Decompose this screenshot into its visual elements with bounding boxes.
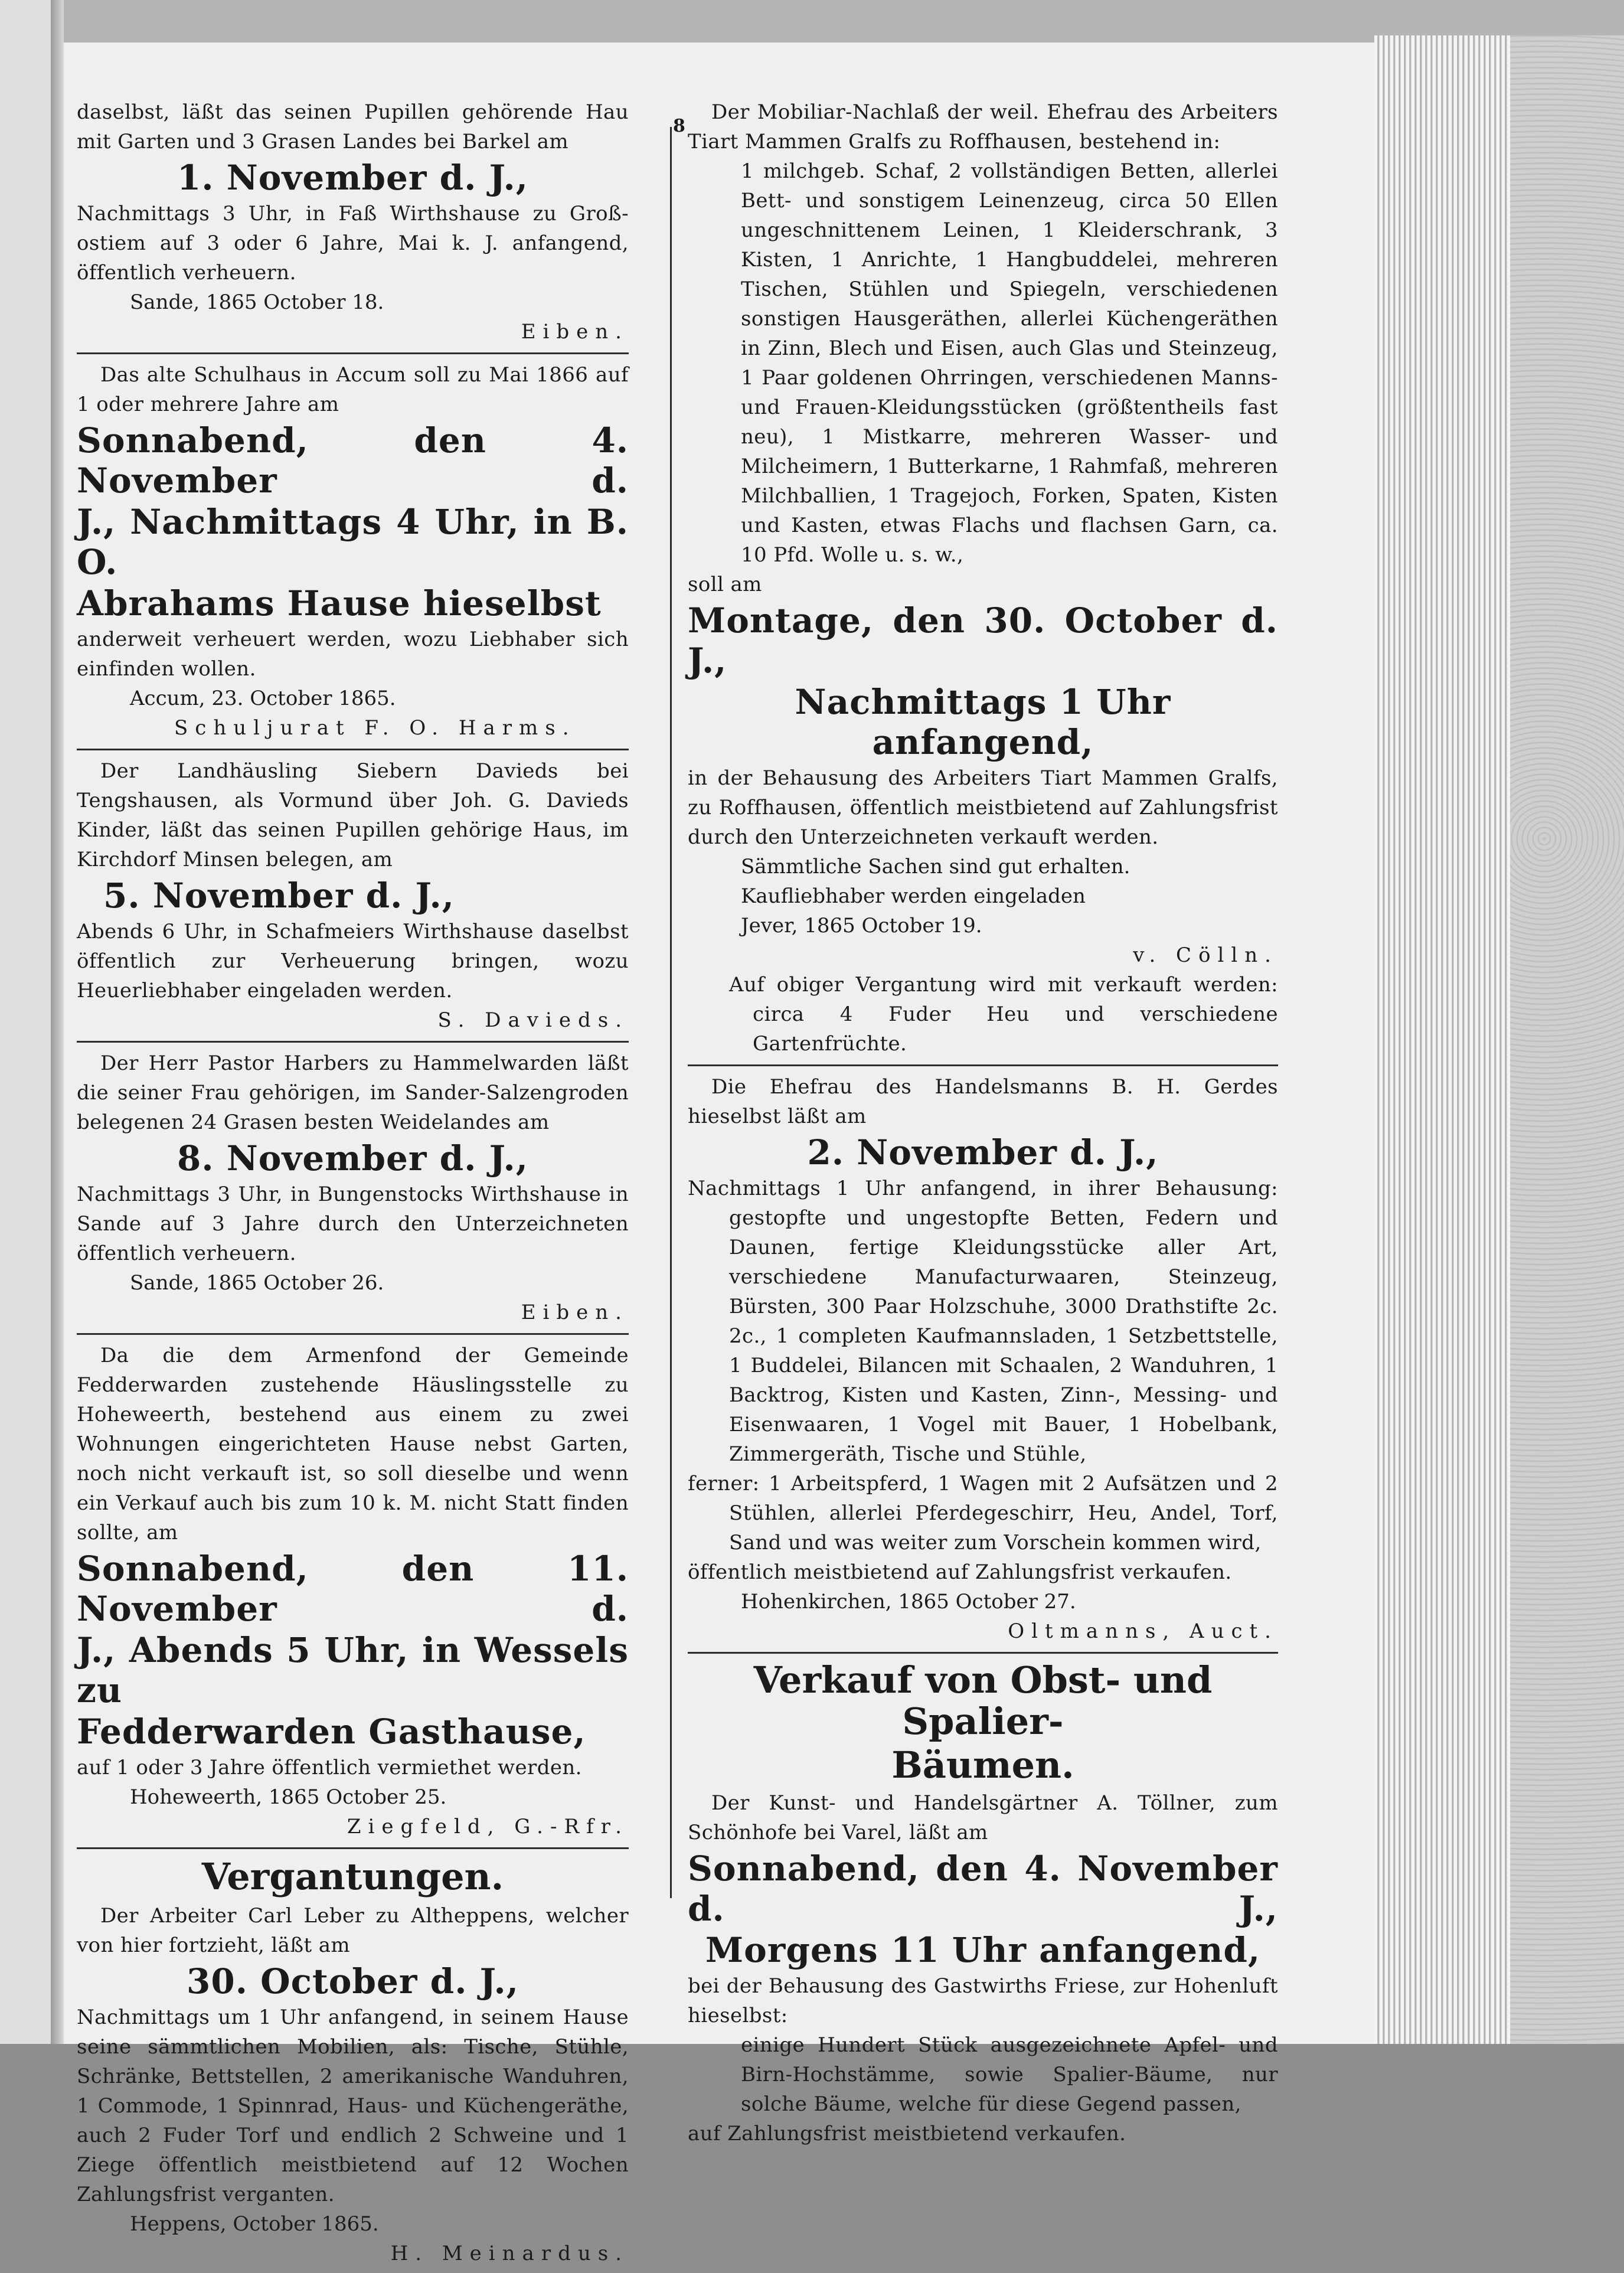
notice-text: Der Herr Pastor Harbers zu Hammelwarden läßt die seiner Frau gehörigen, im Sander-Salzengroden belegenen 24 Grasen besten Weidelandes am xyxy=(77,1051,629,1134)
notice-signature: v. Cölln. xyxy=(1133,943,1278,967)
notice-text: Nachmittags 3 Uhr, in Faß Wirthshause zu Groß-ostiem auf 3 oder 6 Jahre, Mai k. J. anfangend, öffentlich verheuern. xyxy=(77,202,629,285)
notice-gralfs-estate xyxy=(688,97,1278,1059)
notice-heading: Bäumen. xyxy=(891,1743,1074,1787)
notice-date: Sonnabend, den 4. November d. xyxy=(77,420,629,501)
notice-harbers xyxy=(77,1049,629,1327)
notice-text: Das alte Schulhaus in Accum soll zu Mai 1866 auf 1 oder mehrere Jahre am xyxy=(77,363,629,416)
notice-leber xyxy=(77,1901,629,2268)
page-mark: 8 xyxy=(673,116,685,136)
notice-text: Kaufliebhaber werden eingeladen xyxy=(741,884,1086,908)
notice-date: J., Nachmittags 4 Uhr, in B. O. xyxy=(77,502,629,582)
notice-date: 8. November d. J., xyxy=(177,1138,528,1178)
notice-text: daselbst, läßt das seinen Pupillen gehörende Hau mit Garten und 3 Grasen Landes bei Barkel am xyxy=(77,100,629,154)
notice-place-date: Sande, 1865 October 26. xyxy=(130,1271,384,1295)
notice-text: Sämmtliche Sachen sind gut erhalten. xyxy=(741,855,1130,878)
notice-date: Sonnabend, den 11. November d. xyxy=(77,1549,629,1629)
notice-date: J., Abends 5 Uhr, in Wessels zu xyxy=(77,1630,629,1710)
notice-text: Abends 6 Uhr, in Schafmeiers Wirthshause daselbst öffentlich zur Verheuerung bringen, wozu Heuerliebhaber eingeladen werden. xyxy=(77,920,629,1002)
notice-signature: H. Meinardus. xyxy=(390,2242,629,2265)
notice-accum-schoolhouse xyxy=(77,360,629,743)
notice-addendum: Auf obiger Vergantung wird mit verkauft werden: circa 4 Fuder Heu und verschiedene Gartenfrüchte. xyxy=(729,973,1278,1056)
left-column xyxy=(77,97,629,2273)
notice-text: anderweit verheuert werden, wozu Liebhaber sich einfinden wollen. xyxy=(77,628,629,681)
notice-text: bei der Behausung des Gastwirths Friese, zur Hohenluft hieselbst: xyxy=(688,1974,1278,2027)
notice-signature: Oltmanns, Auct. xyxy=(1008,1619,1278,1643)
notice-item-list: 1 milchgeb. Schaf, 2 vollständigen Betten, allerlei Bett- und sonstigem Leinenzeug, circa 50 Ellen ungeschnittenem Leinen, 1 Kleiderschrank, 3 Kisten, 1 Anrichte, 1 Hangbuddelei, mehreren Tischen, Stühlen und Spiegeln, verschiedenen sonstigen Hausgeräthen, allerlei Küchengeräthen in Zinn, Blech und Eisen, auch Glas und Steinzeug, 1 Paar goldenen Ohrringen, verschiedenen Manns- und Frauen-Kleidungsstücken (größtentheils fast neu), 1 Mistkarre, mehreren Wasser- und Milcheimern, 1 Butterkarne, 1 Rahmfaß, mehreren Milchballien, 1 Tragejoch, Forken, Spaten, Kisten und Kasten, etwas Flachs und flachsen Garn, ca. 10 Pfd. Wolle u. s. w., xyxy=(741,159,1278,567)
notice-date: Sonnabend, den 4. November d. J., xyxy=(688,1849,1278,1929)
notice-gerdes xyxy=(688,1072,1278,1646)
notice-toellner-trees xyxy=(688,1660,1278,2148)
notice-text: Der Arbeiter Carl Leber zu Altheppens, welcher von hier fortzieht, läßt am xyxy=(77,1904,629,1957)
divider xyxy=(77,1847,629,1849)
notice-text: in der Behausung des Arbeiters Tiart Mammen Gralfs, zu Roffhausen, öffentlich meistbietend auf Zahlungsfrist durch den Unterzeichneten verkauft werden. xyxy=(688,766,1278,849)
notice-place-date: Accum, 23. October 1865. xyxy=(130,687,396,710)
notice-text: Nachmittags 1 Uhr anfangend, in ihrer Behausung: gestopfte und ungestopfte Betten, Federn und Daunen, fertige Kleidungsstücke aller Art, verschiedene Manufacturwaaren, Steinzeug, Bürsten, 300 Paar Holzschuhe, 3000 Drathstifte 2c. 2c., 1 completen Kaufmannsladen, 1 Setzbettstelle, 1 Buddelei, Bilancen mit Schaalen, 2 Wanduhren, 1 Backtrog, Kisten und Kasten, Zinn-, Messing- und Eisenwaaren, 1 Vogel mit Bauer, 1 Hobelbank, Zimmergeräth, Tische und Stühle, xyxy=(688,1177,1278,1466)
notice-text: Nachmittags um 1 Uhr anfangend, in seinem Hause seine sämmtlichen Mobilien, als: Tische, Stühle, Schränke, Bettstellen, 2 amerikanische Wanduhren, 1 Commode, 1 Spinnrad, Haus- und Küchengeräthe, auch 2 Fuder Torf und endlich 2 Schweine und 1 Ziege öffentlich meistbietend auf 12 Wochen Zahlungsfrist verganten. xyxy=(77,2006,629,2206)
notice-date: 2. November d. J., xyxy=(807,1132,1159,1173)
notice-davieds xyxy=(77,756,629,1035)
notice-text: Der Landhäusling Siebern Davieds bei Tengshausen, als Vormund über Joh. G. Davieds Kinder, läßt das seinen Pupillen gehörige Haus, im Kirchdorf Minsen belegen, am xyxy=(77,759,629,871)
notice-date: Montage, den 30. October d. J., xyxy=(688,600,1278,681)
facing-page-edge xyxy=(0,0,58,2044)
notice-text: Nachmittags 3 Uhr, in Bungenstocks Wirthshause in Sande auf 3 Jahre durch den Unterzeichneten öffentlich verheuern. xyxy=(77,1183,629,1265)
divider xyxy=(77,1333,629,1335)
notice-text: auf Zahlungsfrist meistbietend verkaufen. xyxy=(688,2122,1126,2145)
notice-barkel xyxy=(77,97,629,347)
notice-date: 30. October d. J., xyxy=(187,1961,519,2001)
right-column xyxy=(688,97,1278,2153)
notice-text: Die Ehefrau des Handelsmanns B. H. Gerdes hieselbst läßt am xyxy=(688,1075,1278,1128)
divider xyxy=(77,352,629,354)
notice-signature: S. Davieds. xyxy=(437,1008,629,1032)
notice-place-date: Hohenkirchen, 1865 October 27. xyxy=(741,1590,1076,1614)
notice-text: ferner: 1 Arbeitspferd, 1 Wagen mit 2 Aufsätzen und 2 Stühlen, allerlei Pferdegeschirr, Heu, Andel, Torf, Sand und was weiter zum Vorschein kommen wird, xyxy=(688,1472,1278,1554)
notice-text: Der Kunst- und Handelsgärtner A. Töllner, zum Schönhofe bei Varel, läßt am xyxy=(688,1791,1278,1844)
divider xyxy=(688,1652,1278,1654)
notice-text: einige Hundert Stück ausgezeichnete Apfel- und Birn-Hochstämme, sowie Spalier-Bäume, nur solche Bäume, welche für diese Gegend passen, xyxy=(741,2033,1278,2116)
notice-hoheweerth xyxy=(77,1341,629,1841)
divider xyxy=(77,749,629,750)
notice-place-date: Heppens, October 1865. xyxy=(130,2212,379,2236)
binding-gutter xyxy=(51,0,64,2044)
section-heading: Vergantungen. xyxy=(201,1855,504,1898)
notice-date: Morgens 11 Uhr anfangend, xyxy=(705,1930,1261,1970)
divider xyxy=(688,1064,1278,1066)
page-stack-edge xyxy=(1374,35,1510,2044)
notice-date: Nachmittags 1 Uhr anfangend, xyxy=(795,682,1171,762)
notice-signature: Schuljurat F. O. Harms. xyxy=(174,716,576,740)
notice-heading: Verkauf von Obst- und Spalier- xyxy=(753,1658,1213,1743)
notice-text: Der Mobiliar-Nachlaß der weil. Ehefrau des Arbeiters Tiart Mammen Gralfs zu Roffhausen, bestehend in: xyxy=(688,100,1278,154)
divider xyxy=(77,1041,629,1043)
notice-signature: Eiben. xyxy=(521,320,629,344)
notice-date: 1. November d. J., xyxy=(177,158,528,198)
notice-text: öffentlich meistbietend auf Zahlungsfrist verkaufen. xyxy=(688,1560,1232,1584)
notice-text: soll am xyxy=(688,573,762,596)
notice-date: Fedderwarden Gasthause, xyxy=(77,1712,586,1752)
notice-date: Abrahams Hause hieselbst xyxy=(77,583,602,623)
column-divider xyxy=(670,127,672,1898)
notice-signature: Ziegfeld, G.-Rfr. xyxy=(347,1815,629,1838)
notice-date: 5. November d. J., xyxy=(103,876,455,916)
cover-texture xyxy=(1510,35,1624,2044)
notice-text: auf 1 oder 3 Jahre öffentlich vermiethet werden. xyxy=(77,1756,582,1779)
notice-place-date: Jever, 1865 October 19. xyxy=(741,914,982,938)
notice-signature: Eiben. xyxy=(521,1301,629,1324)
notice-place-date: Sande, 1865 October 18. xyxy=(130,290,384,314)
notice-text: Da die dem Armenfond der Gemeinde Fedderwarden zustehende Häuslingsstelle zu Hoheweerth, bestehend aus einem zu zwei Wohnungen eingerichteten Hause nebst Garten, noch nicht verkauft ist, so soll dieselbe und wenn ein Verkauf auch bis zum 10 k. M. nicht Statt finden sollte, am xyxy=(77,1344,629,1544)
notice-place-date: Hoheweerth, 1865 October 25. xyxy=(130,1785,447,1809)
